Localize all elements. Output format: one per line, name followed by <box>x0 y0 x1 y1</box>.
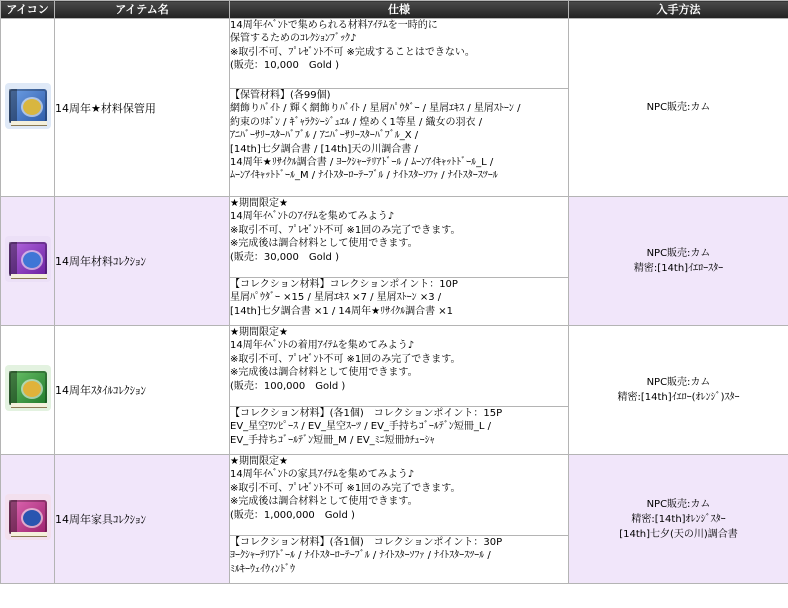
text-line: 精密:[14th]ｲｴﾛｰ(ｵﾚﾝｼﾞ)ｽﾀｰ <box>617 392 740 403</box>
text-line: ※取引不可、ﾌﾟﾚｾﾞﾝﾄ不可 ※1回のみ完了できます。 <box>230 353 461 365</box>
text-line: (販売：100,000 Gold ) <box>230 380 346 392</box>
icon-cell <box>1 19 55 197</box>
item-name: 14周年材料ｺﾚｸｼｮﾝ <box>55 197 230 326</box>
text-line: 網飾りﾊﾞｲﾄ / 輝く網飾りﾊﾞｲﾄ / 星屑ﾊﾟｳﾀﾞｰ / 星屑ｴｷｽ / 星屑ｽﾄｰﾝ / <box>230 103 521 115</box>
text-line: ※取引不可、ﾌﾟﾚｾﾞﾝﾄ不可 ※完成することはできない。 <box>230 46 475 58</box>
text-line: ★期間限定★ <box>230 327 288 338</box>
text-line: ﾖｰｸｼｬｰﾃﾘｱﾄﾞｰﾙ / ﾅｲﾄｽﾀｰﾛｰﾃｰﾌﾞﾙ / ﾅｲﾄｽﾀｰｿﾌｧ / ﾅｲﾄｽﾀｰｽﾂｰﾙ / <box>230 550 491 562</box>
header-row <box>1 1 788 19</box>
text-line: 【コレクション材料】(各1個) コレクションポイント：15P <box>230 408 503 419</box>
text-line: NPC販売:カム <box>646 498 711 510</box>
acquire-method <box>569 197 788 326</box>
text-line: EV_手持ちｺﾞｰﾙﾃﾞﾝ短冊_M / EV_ﾐﾆ短冊ｶﾁｭｰｼｬ <box>230 434 435 446</box>
text-line: EV_星空ﾜﾝﾋﾟｰｽ / EV_星空ｽｰﾂ / EV_手持ちｺﾞｰﾙﾃﾞﾝ短冊_L / <box>230 421 492 433</box>
items-body <box>1 19 788 584</box>
table-row <box>1 19 788 89</box>
text-line: ﾐﾙｷｰｳｪｲｳｨﾝﾄﾞｳ <box>230 563 295 575</box>
icon-cell <box>1 455 55 584</box>
text-line: 14周年ｲﾍﾞﾝﾄの家具ｱｲﾃﾑを集めてみよう♪ <box>230 469 415 481</box>
header-spec: 仕様 <box>230 1 569 19</box>
spec-materials <box>230 278 569 326</box>
text-line: NPC販売:カム <box>646 377 711 388</box>
table-row <box>1 326 788 407</box>
text-line: 14周年ｲﾍﾞﾝﾄのｱｲﾃﾑを集めてみよう♪ <box>230 211 395 223</box>
text-line: 保管するためのｺﾚｸｼｮﾝﾌﾞｯｸ♪ <box>230 33 357 45</box>
text-line: ★期間限定★ <box>230 456 288 467</box>
text-line: NPC販売:カム <box>646 248 711 259</box>
table-row <box>1 197 788 278</box>
text-line: 【保管材料】(各99個) <box>230 90 331 101</box>
text-line: ★期間限定★ <box>230 198 288 209</box>
table-row <box>1 455 788 536</box>
text-line: ｱﾆﾊﾞｰｻﾘｰｽﾀｰﾊﾞﾌﾞﾙ / ｱﾆﾊﾞｰｻﾘｰｽﾀｰﾊﾞﾌﾞﾙ_X / <box>230 130 419 142</box>
text-line: 精密:[14th]ｲｴﾛｰｽﾀｰ <box>633 263 724 274</box>
item-name: 14周年★材料保管用 <box>55 19 230 197</box>
header-acquire: 入手方法 <box>569 1 788 19</box>
text-line: 14周年ｲﾍﾞﾝﾄの着用ｱｲﾃﾑを集めてみよう♪ <box>230 340 415 352</box>
purple-book-blue-orb-icon <box>5 236 51 282</box>
text-line: 【コレクション材料】コレクションポイント：10P <box>230 279 458 290</box>
acquire-method <box>569 19 788 197</box>
header-name: アイテム名 <box>55 1 230 19</box>
text-line: ※取引不可、ﾌﾟﾚｾﾞﾝﾄ不可 ※1回のみ完了できます。 <box>230 482 461 494</box>
text-line: NPC販売:カム <box>646 102 711 113</box>
spec-materials <box>230 89 569 197</box>
text-line: 約束のﾘﾎﾞﾝ / ｷﾞｬﾗｸｼｰｼﾞｭｴﾙ / 煌めく1等星 / 織女の羽衣 / <box>230 116 483 128</box>
spec-materials <box>230 407 569 455</box>
green-book-gold-leaf-icon <box>5 365 51 411</box>
text-line: ﾑｰﾝｱｲｷｬｯﾄﾄﾞｰﾙ_M / ﾅｲﾄｽﾀｰﾛｰﾃｰﾌﾞﾙ / ﾅｲﾄｽﾀｰｿﾌｧ / ﾅｲﾄｽﾀｰｽﾂｰﾙ <box>230 170 498 182</box>
spec-description <box>230 19 569 89</box>
text-line: 【コレクション材料】(各1個) コレクションポイント：30P <box>230 537 503 548</box>
blue-book-gold-leaf-icon <box>5 83 51 129</box>
item-name: 14周年家具ｺﾚｸｼｮﾝ <box>55 455 230 584</box>
text-line: 精密:[14th]ｵﾚﾝｼﾞｽﾀｰ <box>631 513 726 525</box>
text-line: (販売：30,000 Gold ) <box>230 251 339 263</box>
text-line: 14周年ｲﾍﾞﾝﾄで集められる材料ｱｲﾃﾑを一時的に <box>230 20 438 31</box>
text-line: 星屑ﾊﾟｳﾀﾞｰ ×15 / 星屑ｴｷｽ ×7 / 星屑ｽﾄｰﾝ ×3 / <box>230 292 442 304</box>
icon-cell <box>1 197 55 326</box>
text-line: 14周年★ﾘｻｲｸﾙ調合書 / ﾖｰｸｼｬｰﾃﾘｱﾄﾞｰﾙ / ﾑｰﾝｱｲｷｬｯﾄﾄﾞｰﾙ_L / <box>230 157 494 169</box>
magenta-book-fish-icon <box>5 494 51 540</box>
header-icon: アイコン <box>1 1 55 19</box>
text-line: (販売：1,000,000 Gold ) <box>230 509 355 521</box>
spec-materials <box>230 536 569 584</box>
text-line: ※完成後は調合材料として使用できます。 <box>230 496 418 508</box>
text-line: [14th]七夕調合書 / [14th]天の川調合書 / <box>230 143 418 155</box>
text-line: ※完成後は調合材料として使用できます。 <box>230 367 418 379</box>
acquire-method <box>569 455 788 584</box>
icon-cell <box>1 326 55 455</box>
acquire-method <box>569 326 788 455</box>
text-line: (販売：10,000 Gold ) <box>230 60 339 72</box>
text-line: ※取引不可、ﾌﾟﾚｾﾞﾝﾄ不可 ※1回のみ完了できます。 <box>230 224 461 236</box>
spec-description <box>230 455 569 536</box>
text-line: [14th]七夕調合書 ×1 / 14周年★ﾘｻｲｸﾙ調合書 ×1 <box>230 305 454 317</box>
text-line: ※完成後は調合材料として使用できます。 <box>230 238 418 250</box>
spec-description <box>230 197 569 278</box>
item-name: 14周年ｽﾀｲﾙｺﾚｸｼｮﾝ <box>55 326 230 455</box>
spec-description <box>230 326 569 407</box>
text-line: [14th]七夕(天の川)調合書 <box>619 528 738 540</box>
